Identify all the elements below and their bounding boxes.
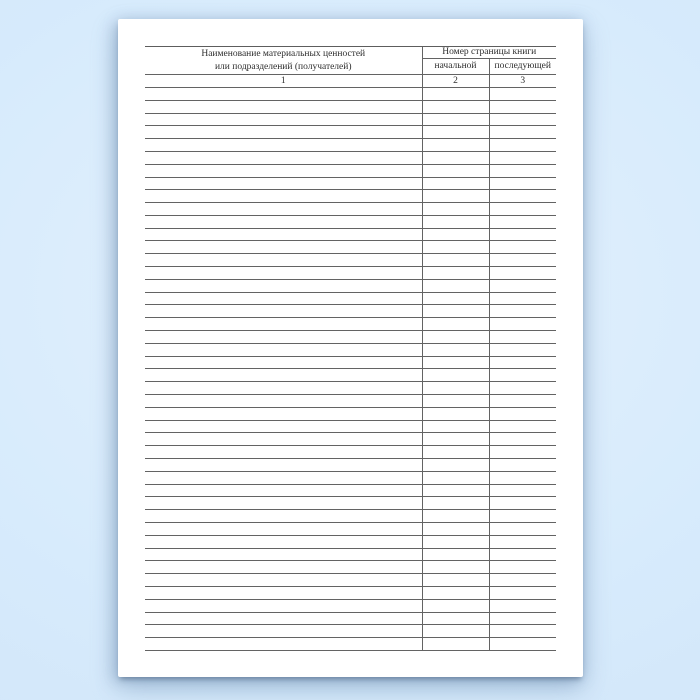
header-start-page: начальной [422,58,489,75]
cell-name [145,420,422,433]
cell-next-page [489,100,556,113]
column-numbers-row [145,75,556,88]
table-row [145,356,556,369]
cell-next-page [489,267,556,280]
cell-start-page [422,407,489,420]
table-row [145,587,556,600]
cell-name [145,292,422,305]
cell-start-page [422,497,489,510]
table-row [145,420,556,433]
cell-next-page [489,318,556,331]
cell-next-page [489,215,556,228]
cell-next-page [489,382,556,395]
cell-name [145,126,422,139]
cell-next-page [489,228,556,241]
cell-name [145,407,422,420]
cell-name [145,459,422,472]
table-row [145,395,556,408]
table-row [145,318,556,331]
cell-next-page [489,126,556,139]
table-row [145,139,556,152]
cell-next-page [489,523,556,536]
cell-name [145,203,422,216]
cell-name [145,587,422,600]
cell-start-page [422,433,489,446]
cell-next-page [489,190,556,203]
cell-name [145,305,422,318]
cell-next-page [489,497,556,510]
header-row-group [145,47,556,59]
cell-start-page [422,139,489,152]
cell-name [145,356,422,369]
cell-next-page [489,87,556,100]
table-row [145,228,556,241]
document-page [118,19,583,677]
cell-name [145,343,422,356]
table-row [145,638,556,651]
cell-next-page [489,254,556,267]
cell-next-page [489,574,556,587]
cell-start-page [422,446,489,459]
cell-next-page [489,535,556,548]
cell-name [145,497,422,510]
header-page-number-group: Номер страницы книги [422,47,556,59]
table-row [145,113,556,126]
cell-start-page [422,279,489,292]
cell-next-page [489,343,556,356]
header-name-line1: Наименование материальных ценностей [201,49,366,60]
cell-next-page [489,407,556,420]
cell-start-page [422,382,489,395]
cell-start-page [422,292,489,305]
table-row [145,612,556,625]
table-row [145,548,556,561]
table-row [145,484,556,497]
cell-name [145,279,422,292]
table-row [145,87,556,100]
cell-next-page [489,395,556,408]
cell-name [145,433,422,446]
cell-start-page [422,356,489,369]
header-next-page: последующей [489,58,556,75]
cell-start-page [422,471,489,484]
table-row [145,215,556,228]
table-row [145,331,556,344]
cell-name [145,395,422,408]
cell-start-page [422,254,489,267]
cell-start-page [422,587,489,600]
table-row [145,407,556,420]
table-row [145,599,556,612]
table-row [145,254,556,267]
cell-name [145,548,422,561]
cell-start-page [422,599,489,612]
cell-start-page [422,420,489,433]
table-body [145,87,556,650]
cell-name [145,471,422,484]
cell-start-page [422,87,489,100]
table-row [145,433,556,446]
cell-name [145,100,422,113]
cell-start-page [422,612,489,625]
table-row [145,279,556,292]
cell-next-page [489,446,556,459]
table-row [145,343,556,356]
table-row [145,459,556,472]
table-row [145,625,556,638]
cell-name [145,382,422,395]
table-row [145,535,556,548]
table-row [145,497,556,510]
table-row [145,177,556,190]
table-row [145,292,556,305]
cell-next-page [489,203,556,216]
cell-next-page [489,241,556,254]
cell-next-page [489,279,556,292]
cell-name [145,638,422,651]
cell-next-page [489,331,556,344]
cell-next-page [489,612,556,625]
table-row [145,241,556,254]
cell-name [145,267,422,280]
column-number-1: 1 [145,75,422,88]
cell-next-page [489,561,556,574]
cell-next-page [489,305,556,318]
table-row [145,510,556,523]
cell-start-page [422,548,489,561]
cell-next-page [489,151,556,164]
cell-start-page [422,369,489,382]
cell-start-page [422,395,489,408]
cell-start-page [422,113,489,126]
table-header [145,47,556,88]
cell-start-page [422,523,489,536]
cell-start-page [422,318,489,331]
cell-name [145,151,422,164]
cell-start-page [422,164,489,177]
cell-next-page [489,356,556,369]
table-row [145,100,556,113]
cell-name [145,113,422,126]
cell-name [145,484,422,497]
cell-name [145,331,422,344]
cell-name [145,523,422,536]
table-row [145,126,556,139]
table-row [145,574,556,587]
cell-start-page [422,625,489,638]
cell-next-page [489,292,556,305]
cell-name [145,625,422,638]
cell-name [145,318,422,331]
column-number-3: 3 [489,75,556,88]
cell-name [145,561,422,574]
cell-name [145,215,422,228]
cell-next-page [489,625,556,638]
table-row [145,190,556,203]
cell-next-page [489,587,556,600]
cell-start-page [422,305,489,318]
cell-start-page [422,484,489,497]
cell-name [145,369,422,382]
cell-next-page [489,113,556,126]
table-row [145,164,556,177]
cell-next-page [489,459,556,472]
cell-start-page [422,343,489,356]
table-row [145,267,556,280]
cell-start-page [422,228,489,241]
cell-next-page [489,369,556,382]
cell-name [145,139,422,152]
table-row [145,561,556,574]
cell-next-page [489,599,556,612]
cell-name [145,190,422,203]
cell-start-page [422,510,489,523]
table-row [145,446,556,459]
cell-next-page [489,139,556,152]
cell-name [145,599,422,612]
cell-start-page [422,638,489,651]
cell-start-page [422,215,489,228]
cell-name [145,535,422,548]
ledger-table [145,46,556,651]
cell-name [145,612,422,625]
cell-next-page [489,548,556,561]
table-row [145,203,556,216]
cell-next-page [489,510,556,523]
cell-start-page [422,459,489,472]
cell-next-page [489,471,556,484]
table-row [145,471,556,484]
header-name-column [145,47,422,75]
column-number-2: 2 [422,75,489,88]
cell-start-page [422,126,489,139]
cell-start-page [422,190,489,203]
cell-start-page [422,100,489,113]
cell-name [145,177,422,190]
cell-name [145,510,422,523]
cell-next-page [489,177,556,190]
cell-name [145,241,422,254]
cell-start-page [422,267,489,280]
cell-name [145,87,422,100]
table-row [145,382,556,395]
cell-name [145,228,422,241]
cell-start-page [422,331,489,344]
cell-start-page [422,535,489,548]
cell-name [145,446,422,459]
cell-next-page [489,164,556,177]
cell-name [145,254,422,267]
cell-start-page [422,177,489,190]
cell-start-page [422,241,489,254]
cell-start-page [422,561,489,574]
table-row [145,369,556,382]
table-row [145,151,556,164]
table-row [145,305,556,318]
header-name-line2: или подразделений (получателей) [214,61,352,72]
cell-name [145,574,422,587]
cell-start-page [422,151,489,164]
table-row [145,523,556,536]
cell-next-page [489,433,556,446]
cell-start-page [422,574,489,587]
cell-next-page [489,638,556,651]
cell-next-page [489,484,556,497]
cell-start-page [422,203,489,216]
cell-name [145,164,422,177]
cell-next-page [489,420,556,433]
